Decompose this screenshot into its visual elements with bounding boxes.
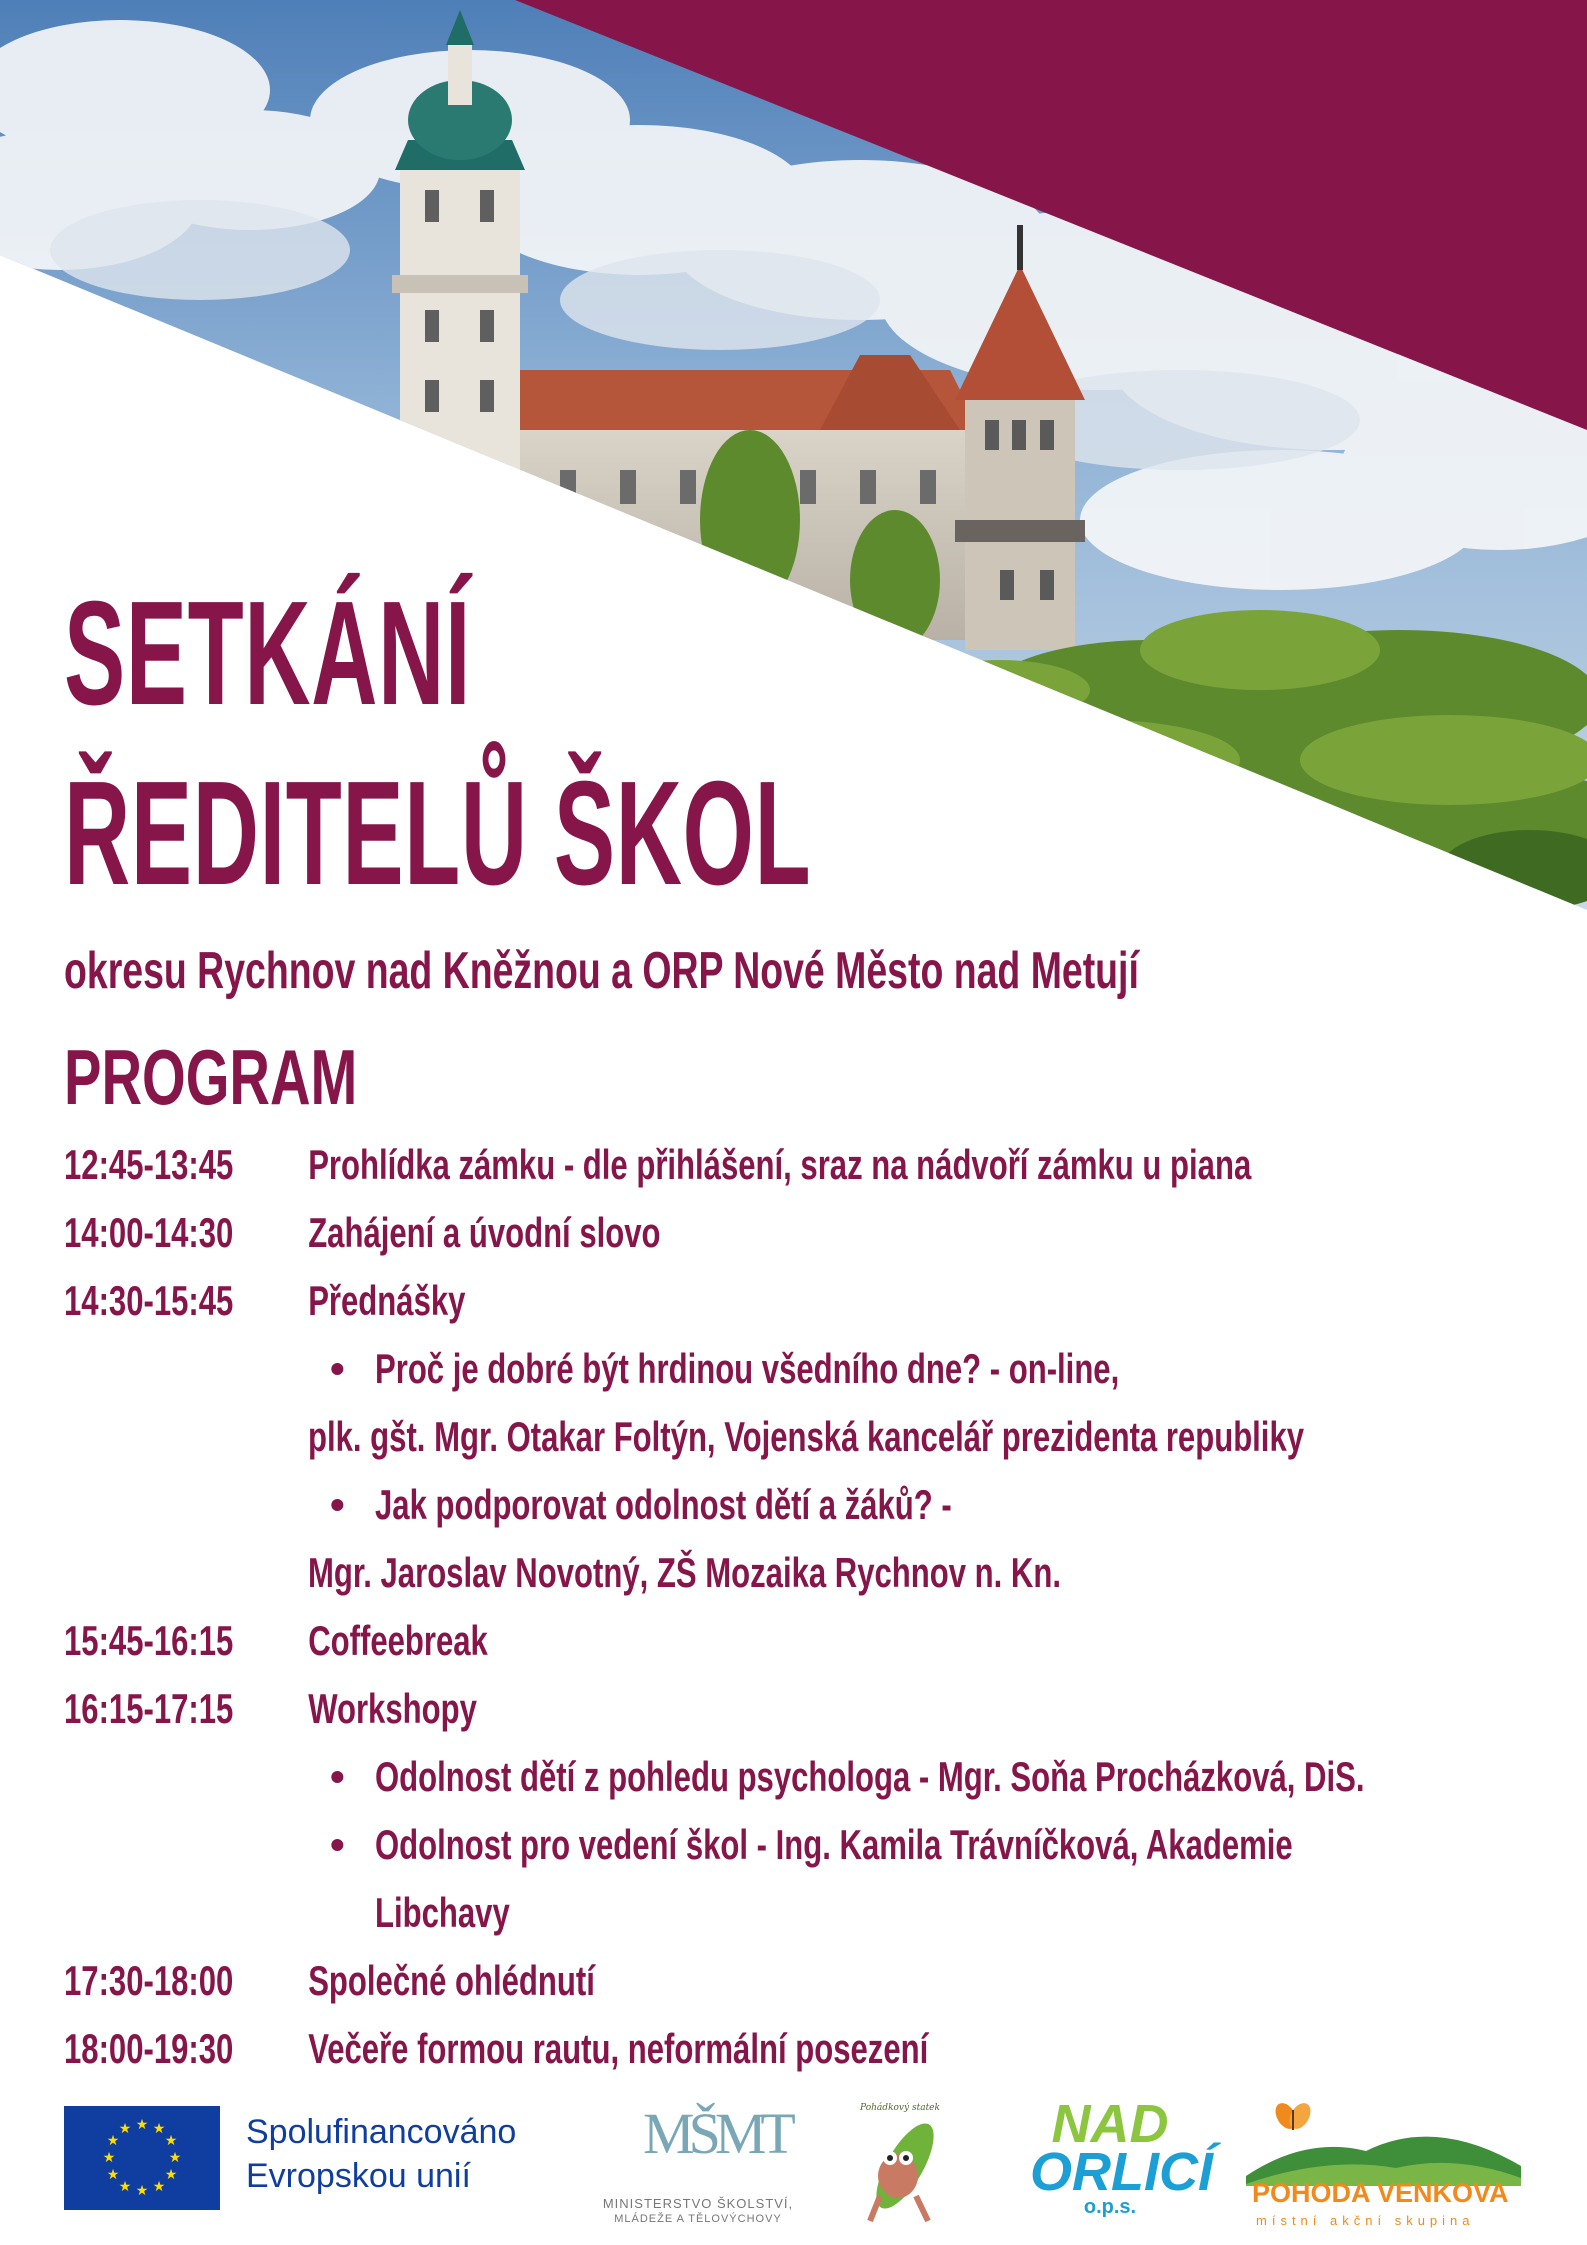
program-row xyxy=(64,1140,1587,1190)
program-row xyxy=(64,1616,637,1666)
msmt-logo-icon xyxy=(588,2100,808,2230)
bullet-icon: • xyxy=(330,1345,345,1392)
program-time: 12:45-13:45 xyxy=(64,1141,234,1188)
bullet-icon: • xyxy=(330,1821,345,1868)
svg-text:★: ★ xyxy=(106,2167,120,2183)
pohoda-line-2: místní akční skupina xyxy=(1256,2213,1475,2228)
program-heading: PROGRAM xyxy=(64,1033,358,1121)
program-time: 15:45-16:15 xyxy=(64,1617,234,1664)
program-text: Workshopy xyxy=(308,1685,477,1732)
svg-text:★: ★ xyxy=(164,2133,178,2149)
eu-line-1: Spolufinancováno xyxy=(246,2113,517,2151)
program-text: Prohlídka zámku - dle přihlášení, sraz na nádvoří zámku u piana xyxy=(308,1141,1252,1188)
svg-text:★: ★ xyxy=(135,2183,149,2199)
program-row xyxy=(64,1208,870,1258)
bullet-icon: • xyxy=(330,1481,345,1528)
pohoda-line-1: POHODA VENKOVA xyxy=(1252,2178,1509,2208)
frog-logo-icon xyxy=(850,2096,950,2230)
eu-cofunded-label xyxy=(246,2110,516,2198)
svg-text:★: ★ xyxy=(102,2150,116,2166)
program-text: Společné ohlédnutí xyxy=(308,1957,595,2004)
program-text: Večeře formou rautu, neformální posezení xyxy=(308,2025,929,2072)
nad-line-1: NAD xyxy=(1051,2094,1169,2154)
subtitle: okresu Rychnov nad Kněžnou a ORP Nové Město nad Metují xyxy=(64,942,1139,1000)
svg-text:★: ★ xyxy=(135,2117,149,2133)
program-continuation-text: Libchavy xyxy=(375,1889,510,1936)
eu-line-2: Evropskou unií xyxy=(246,2157,471,2195)
program-continuation-text: Mgr. Jaroslav Novotný, ZŠ Mozaika Rychnov n. Kn. xyxy=(308,1549,1061,1596)
svg-text:★: ★ xyxy=(164,2167,178,2183)
program-row xyxy=(64,1276,606,1326)
svg-text:★: ★ xyxy=(168,2150,182,2166)
program-bullet-text: Odolnost dětí z pohledu psychologa - Mgr. Soňa Procházková, DiS. xyxy=(375,1753,1365,1800)
svg-text:★: ★ xyxy=(106,2133,120,2149)
pohoda-venkova-logo xyxy=(1246,2096,1521,2236)
butterfly-hills-icon xyxy=(1246,2096,1521,2186)
nad-line-3: o.p.s. xyxy=(1083,2196,1137,2218)
program-row xyxy=(64,2024,1232,2074)
program-bullet-text: Jak podporovat odolnost dětí a žáků? - xyxy=(375,1481,952,1528)
nad-line-2: ORLICÍ xyxy=(1030,2142,1213,2202)
program-time: 14:00-14:30 xyxy=(64,1209,234,1256)
program-time: 17:30-18:00 xyxy=(64,1957,234,2004)
program-time: 16:15-17:15 xyxy=(64,1685,234,1732)
program-bullet-text: Proč je dobré být hrdinou všedního dne? - on-line, xyxy=(375,1345,1120,1392)
program-text: Coffeebreak xyxy=(308,1617,488,1664)
svg-text:★: ★ xyxy=(152,2179,166,2195)
bullet-icon: • xyxy=(330,1753,345,1800)
program-time: 18:00-19:30 xyxy=(64,2025,234,2072)
msmt-mark: MŠMT xyxy=(643,2101,790,2166)
title-line-2: ŘEDITELŮ ŠKOL xyxy=(64,751,812,916)
eu-flag-icon xyxy=(64,2106,220,2210)
svg-text:★: ★ xyxy=(152,2121,166,2137)
program-text: Přednášky xyxy=(308,1277,466,1324)
msmt-line-1: MINISTERSTVO ŠKOLSTVÍ, xyxy=(602,2196,794,2211)
nad-orlici-logo-icon xyxy=(1030,2094,1213,2230)
title-line-1: SETKÁNÍ xyxy=(64,571,472,736)
program-continuation-text: plk. gšt. Mgr. Otakar Foltýn, Vojenská kancelář prezidenta republiky xyxy=(308,1413,1305,1460)
program-bullet-text: Odolnost pro vedení škol - Ing. Kamila Trávníčková, Akademie xyxy=(375,1821,1293,1868)
partner-logos xyxy=(0,2090,1587,2245)
svg-text:★: ★ xyxy=(118,2179,132,2195)
program-row xyxy=(64,1684,622,1734)
svg-text:★: ★ xyxy=(118,2121,132,2137)
program-time: 14:30-15:45 xyxy=(64,1277,234,1324)
program-row xyxy=(64,1956,781,2006)
frog-caption: Pohádkový statek xyxy=(860,2103,940,2113)
program-text: Zahájení a úvodní slovo xyxy=(308,1209,661,1256)
msmt-line-2: MLÁDEŽE A TĚLOVÝCHOVY xyxy=(614,2213,782,2225)
